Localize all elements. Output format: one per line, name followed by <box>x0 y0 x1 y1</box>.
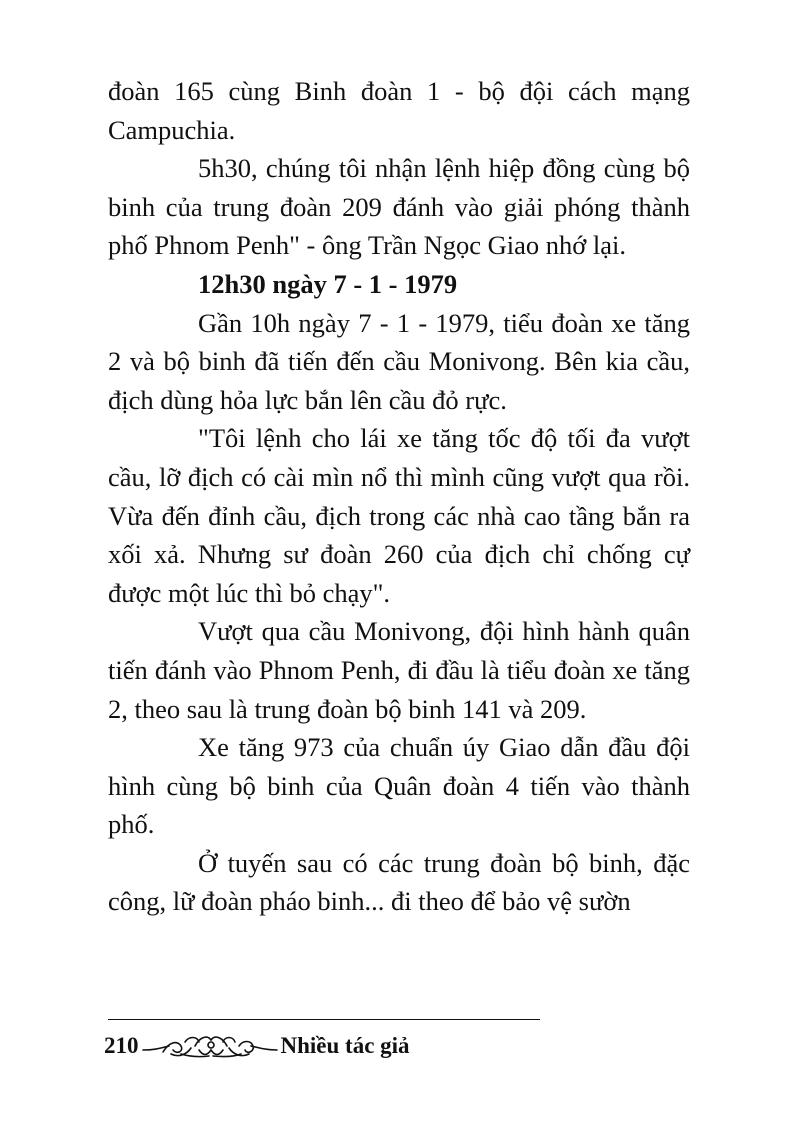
page-footer <box>104 1026 410 1066</box>
body-text <box>108 72 690 921</box>
paragraph-advance: Vượt qua cầu Monivong, đội hình hành quân tiến đánh vào Phnom Penh, đi đầu là tiểu đoàn xe tăng 2, theo sau là trung đoàn bộ binh 141 và 209. <box>108 616 690 724</box>
page-number: 210 <box>104 1033 139 1058</box>
paragraph-continuation: đoàn 165 cùng Binh đoàn 1 - bộ đội cách mạng Campuchia. <box>108 76 690 145</box>
section-heading: 12h30 ngày 7 - 1 - 1979 <box>198 268 458 299</box>
paragraph-quote-order: 5h30, chúng tôi nhận lệnh hiệp đồng cùng bộ binh của trung đoàn 209 đánh vào giải phóng thành phố Phnom Penh" - ông Trần Ngọc Giao nhớ lại. <box>108 153 690 261</box>
paragraph-tank-973: Xe tăng 973 của chuẩn úy Giao dẫn đầu đội hình cùng bộ binh của Quân đoàn 4 tiến vào thành phố. <box>108 732 690 840</box>
footer-divider <box>108 1019 540 1020</box>
author-credit: Nhiều tác giả <box>280 1033 410 1058</box>
floral-ornament-icon <box>141 1030 279 1062</box>
paragraph-monivong-bridge: Gần 10h ngày 7 - 1 - 1979, tiểu đoàn xe tăng 2 và bộ binh đã tiến đến cầu Monivong. Bên kia cầu, địch dùng hỏa lực bắn lên cầu đỏ rực. <box>108 307 690 415</box>
paragraph-rear-units: Ở tuyến sau có các trung đoàn bộ binh, đặc công, lữ đoàn pháo binh... đi theo để bảo vệ sườn <box>108 847 690 917</box>
paragraph-quote-crossing: "Tôi lệnh cho lái xe tăng tốc độ tối đa vượt cầu, lỡ địch có cài mìn nổ thì mình cũng vượt qua rồi. Vừa đến đỉnh cầu, địch trong các nhà cao tầng bắn ra xối xả. Nhưng sư đoàn 260 của địch chỉ chống cự được một lúc thì bỏ chạy". <box>108 423 690 608</box>
